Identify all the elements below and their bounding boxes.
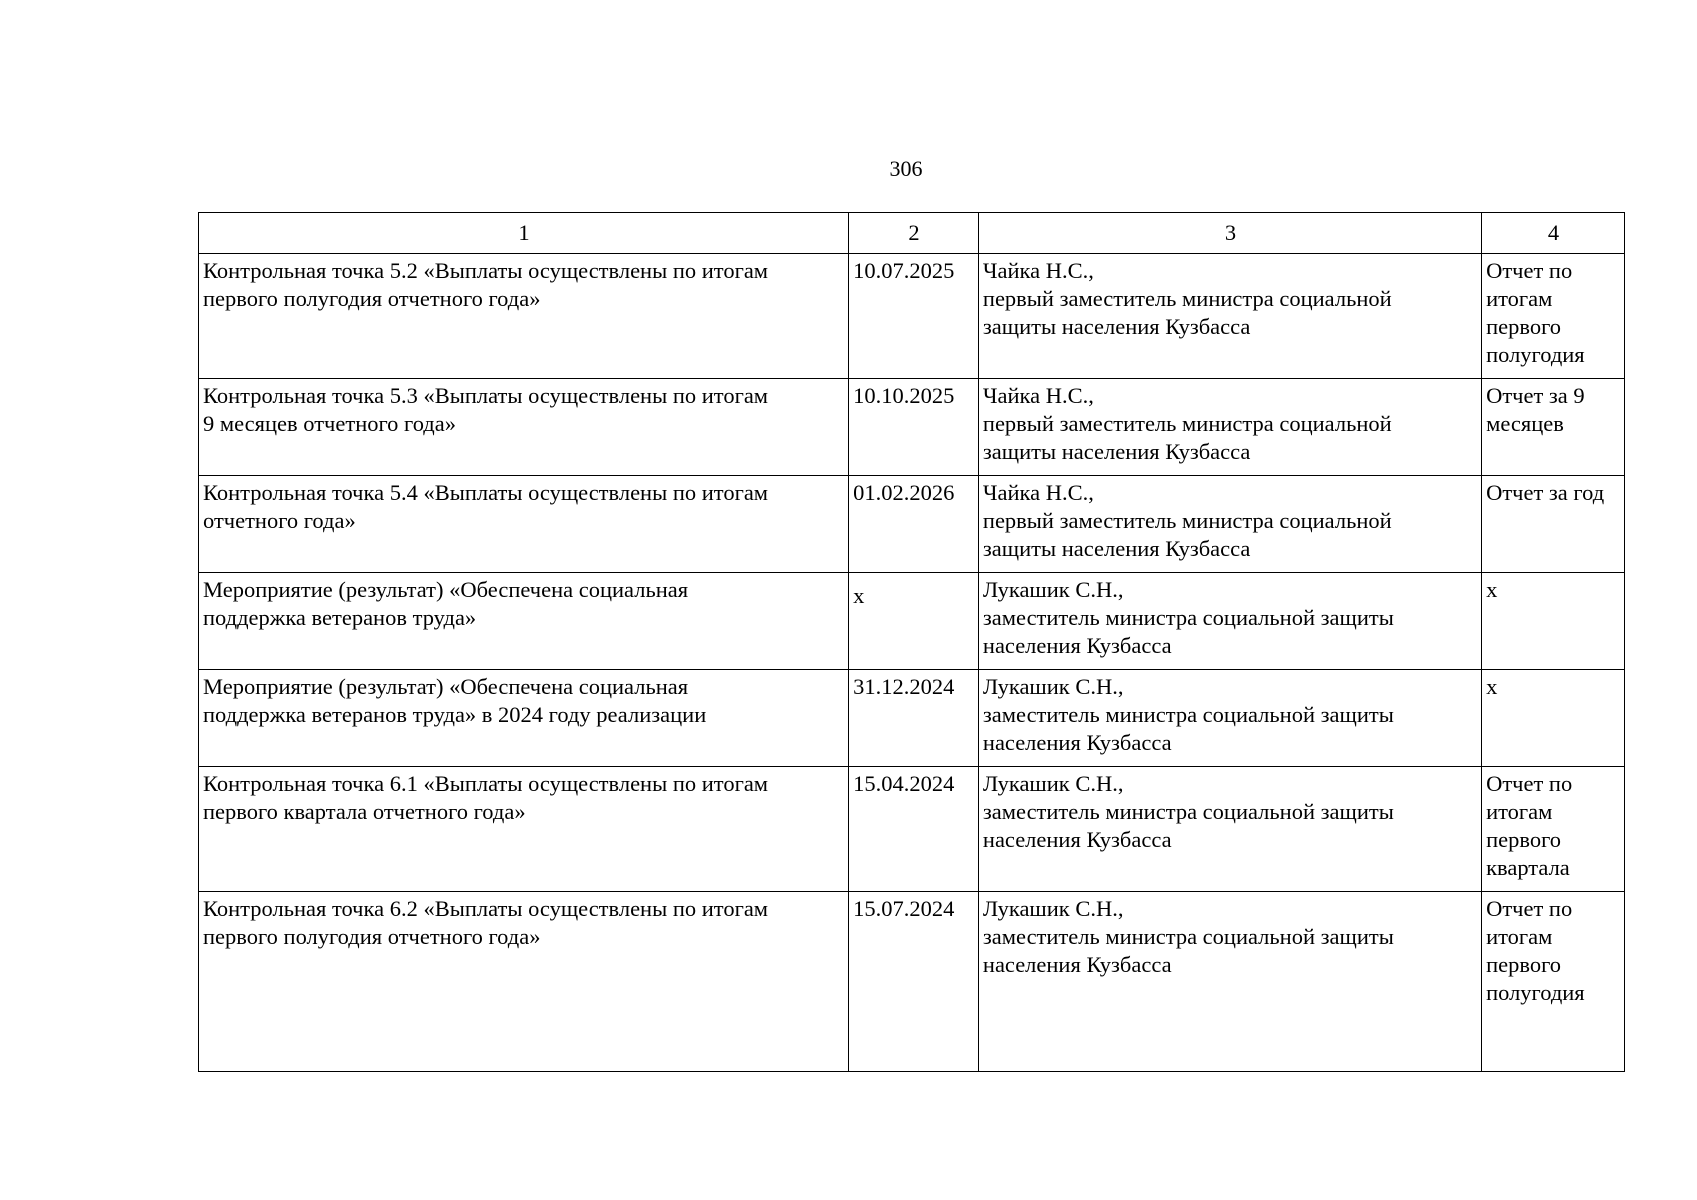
responsible-name: Чайка Н.С.,: [982, 480, 1094, 505]
responsible-position-line: первый заместитель министра социальной: [982, 508, 1392, 533]
cell-title: [199, 892, 849, 1072]
responsible-position-line: защиты населения Кузбасса: [982, 439, 1251, 464]
report-text: Отчет за 9 месяцев: [1486, 383, 1585, 436]
title-line: первого полугодия отчетного года»: [203, 924, 541, 949]
cell-date: 15.07.2024: [849, 892, 979, 1072]
cell-report: [1482, 379, 1625, 476]
responsible-position-line: заместитель министра социальной защиты: [982, 924, 1394, 949]
table-row: [199, 379, 1625, 476]
title-line: первого квартала отчетного года»: [203, 799, 526, 824]
responsible-name: Чайка Н.С.,: [982, 258, 1094, 283]
responsible-position-line: защиты населения Кузбасса: [982, 536, 1251, 561]
cell-date: 10.10.2025: [849, 379, 979, 476]
column-header-1: 1: [199, 213, 849, 254]
cell-responsible: [978, 379, 1481, 476]
title-line: поддержка ветеранов труда»: [203, 605, 477, 630]
table-row: [199, 476, 1625, 573]
not-applicable-mark: х: [1486, 577, 1498, 602]
cell-responsible: [978, 254, 1481, 379]
cell-date: 31.12.2024: [849, 670, 979, 767]
responsible-name: Лукашик С.Н.,: [982, 674, 1124, 699]
cell-title: [199, 254, 849, 379]
cell-responsible: [978, 892, 1481, 1072]
responsible-position-line: населения Кузбасса: [982, 633, 1172, 658]
cell-responsible: [978, 476, 1481, 573]
responsible-name: Лукашик С.Н.,: [982, 771, 1124, 796]
responsible-position-line: заместитель министра социальной защиты: [982, 799, 1394, 824]
column-header-3: 3: [978, 213, 1481, 254]
responsible-name: Лукашик С.Н.,: [982, 896, 1124, 921]
responsible-position-line: защиты населения Кузбасса: [982, 314, 1251, 339]
report-text: Отчет по итогам первого полугодия: [1486, 258, 1585, 367]
cell-report: [1482, 254, 1625, 379]
cell-title: [199, 573, 849, 670]
cell-date: [849, 573, 979, 670]
title-line: первого полугодия отчетного года»: [203, 286, 541, 311]
title-line: отчетного года»: [203, 508, 356, 533]
table-row: [199, 892, 1625, 1072]
responsible-name: Лукашик С.Н.,: [982, 577, 1124, 602]
responsible-name: Чайка Н.С.,: [982, 383, 1094, 408]
cell-title: [199, 670, 849, 767]
cell-report: [1482, 892, 1625, 1072]
cell-report: [1482, 573, 1625, 670]
title-line: Мероприятие (результат) «Обеспечена социальная: [203, 674, 689, 699]
responsible-position-line: заместитель министра социальной защиты: [982, 605, 1394, 630]
responsible-position-line: первый заместитель министра социальной: [982, 286, 1392, 311]
cell-date: 10.07.2025: [849, 254, 979, 379]
table-header-row: [199, 213, 1625, 254]
responsible-position-line: населения Кузбасса: [982, 952, 1172, 977]
cell-title: [199, 476, 849, 573]
cell-responsible: [978, 767, 1481, 892]
report-text: Отчет по итогам первого полугодия: [1486, 896, 1585, 1005]
responsible-position-line: заместитель министра социальной защиты: [982, 702, 1394, 727]
responsible-position-line: населения Кузбасса: [982, 827, 1172, 852]
table-row: [199, 767, 1625, 892]
title-line: 9 месяцев отчетного года»: [203, 411, 456, 436]
cell-report: [1482, 670, 1625, 767]
column-header-2: 2: [849, 213, 979, 254]
cell-responsible: [978, 670, 1481, 767]
table-row: [199, 573, 1625, 670]
not-applicable-mark: х: [1486, 674, 1498, 699]
cell-report: [1482, 476, 1625, 573]
report-text: Отчет за год: [1486, 480, 1605, 505]
cell-date: 15.04.2024: [849, 767, 979, 892]
report-text: Отчет по итогам первого квартала: [1486, 771, 1573, 880]
cell-title: [199, 767, 849, 892]
title-line: поддержка ветеранов труда» в 2024 году реализации: [203, 702, 707, 727]
title-line: Мероприятие (результат) «Обеспечена социальная: [203, 577, 689, 602]
table-row: [199, 670, 1625, 767]
control-points-table: [198, 212, 1625, 1072]
cell-report: [1482, 767, 1625, 892]
responsible-position-line: первый заместитель министра социальной: [982, 411, 1392, 436]
title-line: Контрольная точка 5.2 «Выплаты осуществлены по итогам: [203, 258, 769, 283]
responsible-position-line: населения Кузбасса: [982, 730, 1172, 755]
cell-title: [199, 379, 849, 476]
cell-date: 01.02.2026: [849, 476, 979, 573]
column-header-4: 4: [1482, 213, 1625, 254]
table-row: [199, 254, 1625, 379]
title-line: Контрольная точка 5.4 «Выплаты осуществлены по итогам: [203, 480, 769, 505]
page-number: 306: [889, 156, 923, 181]
title-line: Контрольная точка 6.2 «Выплаты осуществлены по итогам: [203, 896, 769, 921]
not-applicable-mark: х: [853, 583, 865, 608]
title-line: Контрольная точка 6.1 «Выплаты осуществлены по итогам: [203, 771, 769, 796]
title-line: Контрольная точка 5.3 «Выплаты осуществлены по итогам: [203, 383, 769, 408]
cell-responsible: [978, 573, 1481, 670]
